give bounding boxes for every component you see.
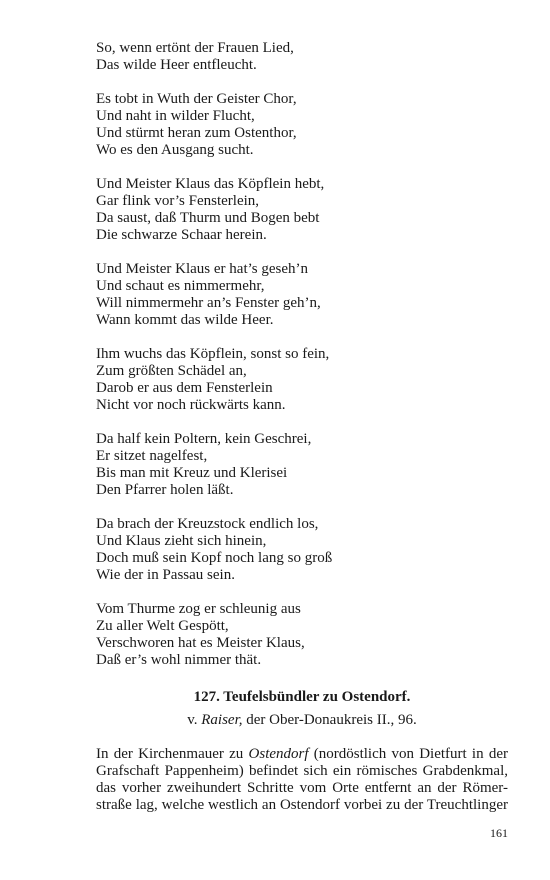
poem-line: Nicht vor noch rückwärts kann. — [96, 397, 286, 413]
poem-line: Wann kommt das wilde Heer. — [96, 312, 274, 328]
poem-line: Die schwarze Schaar herein. — [96, 227, 267, 243]
poem-line: Und naht in wilder Flucht, — [96, 108, 255, 124]
source-citation — [96, 711, 508, 729]
poem-stanza — [96, 601, 496, 669]
poem-line: Es tobt in Wuth der Geister Chor, — [96, 91, 297, 107]
prose-line-2: Grafschaft Pappenheim) befindet sich ein römisches Grabdenkmal, — [96, 763, 508, 779]
prose-line-1-end: (nordöstlich von Dietfurt in der — [308, 746, 508, 762]
poem-line: Da brach der Kreuzstock endlich los, — [96, 516, 319, 532]
poem-line: Da half kein Poltern, kein Geschrei, — [96, 431, 312, 447]
prose-paragraph — [96, 746, 508, 814]
poem-line: Da saust, daß Thurm und Bogen bebt — [96, 210, 320, 226]
poem-line: Ihm wuchs das Köpflein, sonst so fein, — [96, 346, 330, 362]
prose-line-3: das vorher zweihundert Schritte vom Orte entfernt an der Römer- — [96, 780, 508, 796]
poem-line: Wie der in Passau sein. — [96, 567, 235, 583]
poem-line: Gar flink vor’s Fensterlein, — [96, 193, 260, 209]
poem-stanza — [96, 40, 496, 74]
poem-line: Will nimmermehr an’s Fenster geh’n, — [96, 295, 321, 311]
poem-line: Und Meister Klaus das Köpflein hebt, — [96, 176, 325, 192]
source-prefix: v. — [187, 712, 202, 728]
poem-stanza — [96, 431, 496, 499]
poem-line: Wo es den Ausgang sucht. — [96, 142, 254, 158]
poem-line: Und stürmt heran zum Ostenthor, — [96, 125, 297, 141]
prose-place-name: Ostendorf — [248, 746, 309, 762]
poem-stanza — [96, 261, 496, 329]
poem-line: So, wenn ertönt der Frauen Lied, — [96, 40, 294, 56]
poem-line: Er sitzet nagelfest, — [96, 448, 208, 464]
prose-line-1 — [96, 746, 508, 763]
poem-stanza — [96, 176, 496, 244]
prose-line-4: straße lag, welche westlich an Ostendorf vorbei zu der Treuchtlinger — [96, 797, 508, 813]
poem-line: Doch muß sein Kopf noch lang so groß — [96, 550, 333, 566]
poem — [96, 40, 496, 686]
page-number: 161 — [490, 826, 508, 840]
poem-line: Bis man mit Kreuz und Klerisei — [96, 465, 288, 481]
poem-line: Zu aller Welt Gespött, — [96, 618, 229, 634]
poem-line: Verschworen hat es Meister Klaus, — [96, 635, 305, 651]
poem-line: Und Klaus zieht sich hinein, — [96, 533, 267, 549]
poem-stanza — [96, 516, 496, 584]
section-heading: 127. Teufelsbündler zu Ostendorf. — [193, 689, 411, 705]
source-rest: der Ober-Donaukreis II., 96. — [242, 712, 417, 728]
poem-stanza — [96, 91, 496, 159]
poem-line: Das wilde Heer entfleucht. — [96, 57, 257, 73]
poem-line: Daß er’s wohl nimmer thät. — [96, 652, 262, 668]
poem-line: Vom Thurme zog er schleunig aus — [96, 601, 301, 617]
poem-line: Und Meister Klaus er hat’s geseh’n — [96, 261, 309, 277]
poem-line: Den Pfarrer holen läßt. — [96, 482, 234, 498]
poem-line: Zum größten Schädel an, — [96, 363, 247, 379]
poem-line: Darob er aus dem Fensterlein — [96, 380, 273, 396]
poem-line: Und schaut es nimmermehr, — [96, 278, 265, 294]
prose-line-1-start: In der Kirchenmauer zu — [96, 746, 249, 762]
poem-stanza — [96, 346, 496, 414]
source-author: Raiser, — [201, 712, 243, 728]
